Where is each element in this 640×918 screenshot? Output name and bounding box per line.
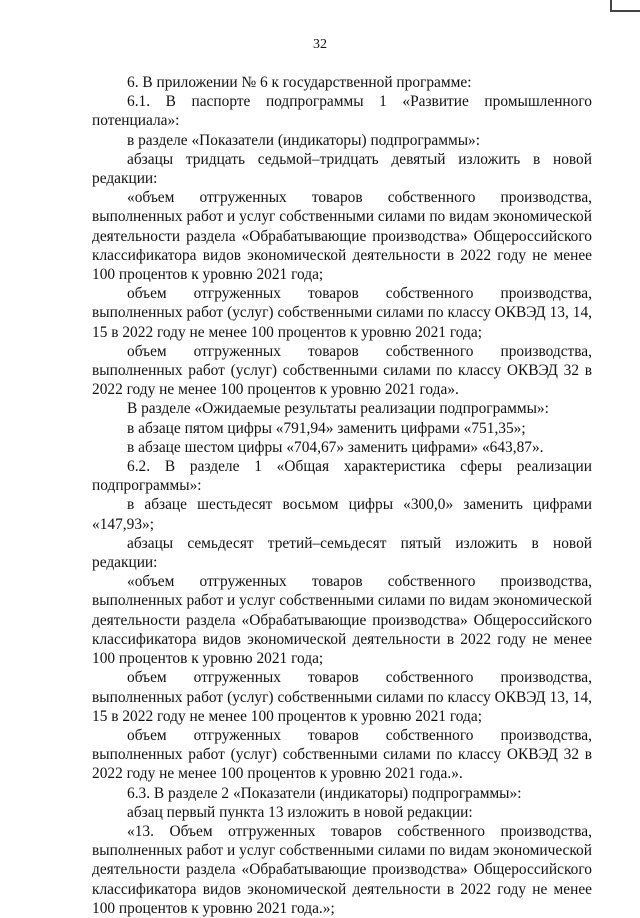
paragraph: абзацы тридцать седьмой–тридцать девятый изложить в новой редакции: bbox=[92, 150, 592, 188]
paragraph: 6.2. В разделе 1 «Общая характеристика сферы реализации подпрограммы»: bbox=[92, 458, 592, 495]
paragraph: в разделе «Показатели (индикаторы) подпрограммы»: bbox=[127, 131, 481, 149]
paragraph: «13. Объем отгруженных товаров собственного производства, выполненных работ и услуг собственными силами по видам экономической деятельности раздела «Обрабатывающие производства» Общероссийского классификатора видов экономической деятельности в 2022 году не менее 100 процентов к уровню 2021 года.»; bbox=[92, 822, 592, 917]
paragraph: объем отгруженных товаров собственного производства, выполненных работ (услуг) собственными силами по классу ОКВЭД 32 в 2022 году не менее 100 процентов к уровню 2021 года». bbox=[92, 342, 592, 399]
paragraph: 6.1. В паспорте подпрограммы 1 «Развитие промышленного потенциала»: bbox=[92, 93, 592, 130]
document-body bbox=[92, 73, 592, 918]
paragraph: в абзаце шестьдесят восьмом цифры «300,0» заменить цифрами «147,93»; bbox=[92, 496, 592, 533]
paragraph: в абзаце шестом цифры «704,67» заменить цифрами» «643,87». bbox=[127, 438, 544, 456]
paragraph: абзац первый пункта 13 изложить в новой редакции: bbox=[127, 803, 473, 821]
paragraph: 6. В приложении № 6 к государственной программе: bbox=[127, 74, 472, 91]
paragraph: объем отгруженных товаров собственного производства, выполненных работ (услуг) собственными силами по классу ОКВЭД 32 в 2022 году не менее 100 процентов к уровню 2021 года.». bbox=[92, 726, 592, 783]
paragraph: «объем отгруженных товаров собственного производства, выполненных работ и услуг собственными силами по видам экономической деятельности раздела «Обрабатывающие производства» Общероссийского классификатора видов экономической деятельности в 2022 году не менее 100 процентов к уровню 2021 года; bbox=[92, 573, 592, 668]
paragraph: В разделе «Ожидаемые результаты реализации подпрограммы»: bbox=[127, 400, 549, 418]
corner-mark bbox=[610, 0, 640, 12]
paragraph: «объем отгруженных товаров собственного производства, выполненных работ и услуг собственными силами по видам экономической деятельности раздела «Обрабатывающие производства» Общероссийского классификатора видов экономической деятельности в 2022 году не менее 100 процентов к уровню 2021 года; bbox=[92, 189, 592, 284]
paragraph: объем отгруженных товаров собственного производства, выполненных работ (услуг) собственными силами по классу ОКВЭД 13, 14, 15 в 2022 году не менее 100 процентов к уровню 2021 года; bbox=[92, 285, 592, 341]
paragraph: в абзаце пятом цифры «791,94» заменить цифрами «751,35»; bbox=[127, 419, 526, 437]
paragraph: 6.3. В разделе 2 «Показатели (индикаторы) подпрограммы»: bbox=[127, 784, 522, 802]
paragraph: абзацы семьдесят третий–семьдесят пятый изложить в новой редакции: bbox=[92, 534, 592, 572]
paragraph: объем отгруженных товаров собственного производства, выполненных работ (услуг) собственными силами по классу ОКВЭД 13, 14, 15 в 2022 году не менее 100 процентов к уровню 2021 года; bbox=[92, 669, 592, 725]
page-number: 32 bbox=[313, 37, 327, 52]
